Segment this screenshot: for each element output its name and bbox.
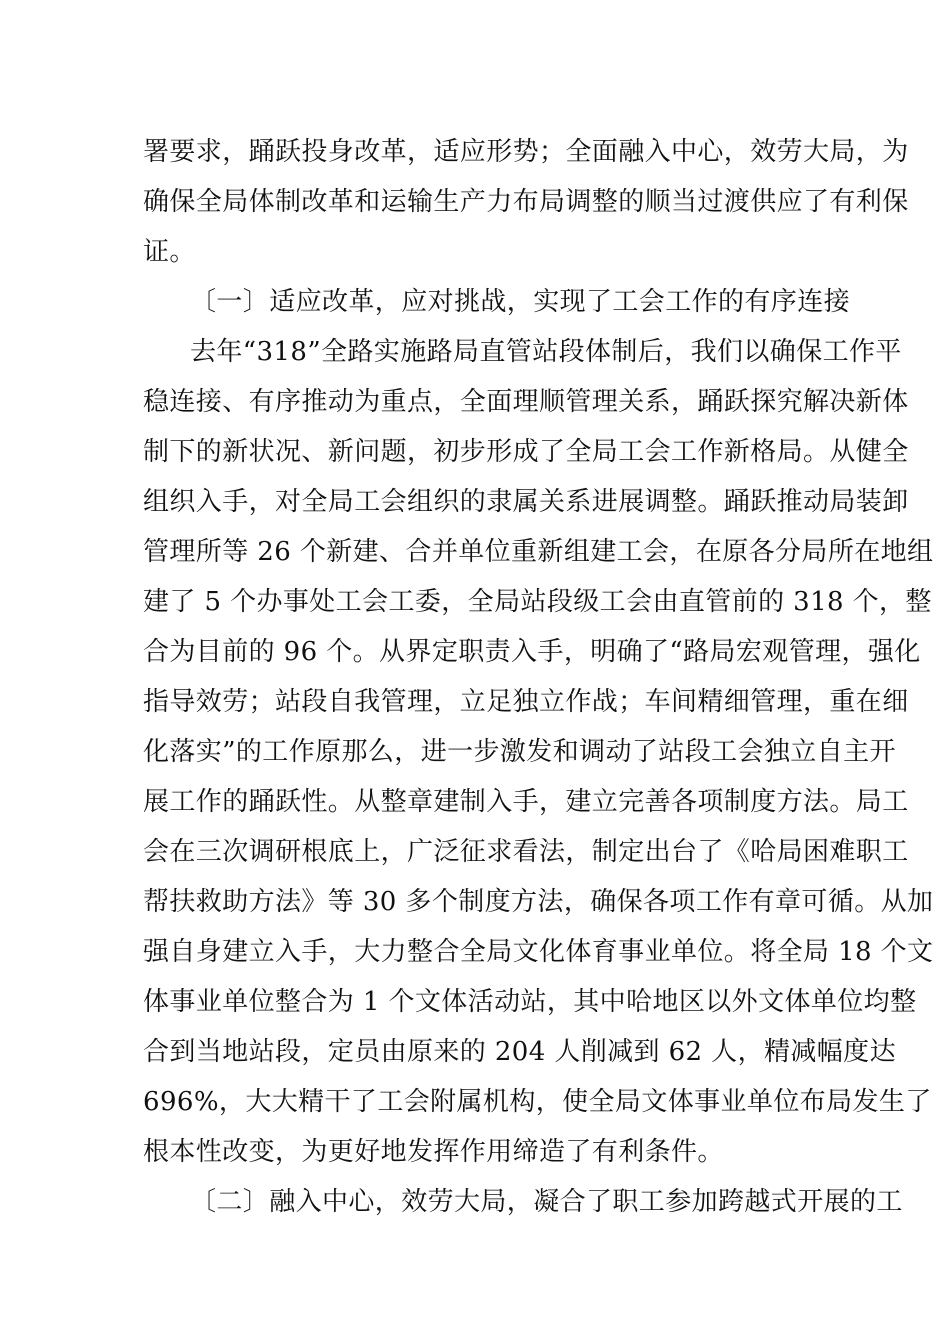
body-text-line: 合到当地站段，定员由原来的 204 人削减到 62 人，精减幅度达 <box>143 1037 896 1067</box>
body-text-line: 管理所等 26 个新建、合并单位重新组建工会，在原各分局所在地组 <box>143 537 934 567</box>
section-heading-1: 〔一〕适应改革，应对挑战，实现了工会工作的有序连接 <box>190 287 851 317</box>
body-text-line: 制下的新状况、新问题，初步形成了全局工会工作新格局。从健全 <box>143 437 909 467</box>
body-text-line: 会在三次调研根底上，广泛征求看法，制定出台了《哈局困难职工 <box>143 837 909 867</box>
body-text-line: 合为目前的 96 个。从界定职责入手，明确了“路局宏观管理，强化 <box>143 637 921 667</box>
body-text-line: 展工作的踊跃性。从整章建制入手，建立完善各项制度方法。局工 <box>143 787 909 817</box>
body-text-line: 696%，大大精干了工会附属机构，使全局文体事业单位布局发生了 <box>143 1087 932 1117</box>
body-text-line: 证。 <box>143 237 196 267</box>
body-text-line: 帮扶救助方法》等 30 多个制度方法，确保各项工作有章可循。从加 <box>143 887 934 917</box>
paragraph-first-line: 去年“318”全路实施路局直管站段体制后，我们以确保工作平 <box>190 337 902 367</box>
section-heading-2: 〔二〕融入中心，效劳大局，凝合了职工参加跨越式开展的工 <box>190 1187 903 1217</box>
body-text-line: 强自身建立入手，大力整合全局文化体育事业单位。将全局 18 个文 <box>143 937 934 967</box>
body-text-line: 确保全局体制改革和运输生产力布局调整的顺当过渡供应了有利保 <box>143 187 909 217</box>
body-text-line: 化落实”的工作原那么，进一步激发和调动了站段工会独立自主开 <box>143 737 896 767</box>
body-text-line: 根本性改变，为更好地发挥作用缔造了有利条件。 <box>143 1137 724 1167</box>
body-text-line: 建了 5 个办事处工会工委，全局站段级工会由直管前的 318 个，整 <box>143 587 932 617</box>
body-text-line: 署要求，踊跃投身改革，适应形势；全面融入中心，效劳大局，为 <box>143 137 909 167</box>
body-text-line: 指导效劳；站段自我管理，立足独立作战；车间精细管理，重在细 <box>143 687 909 717</box>
body-text-line: 稳连接、有序推动为重点，全面理顺管理关系，踊跃探究解决新体 <box>143 387 909 417</box>
body-text-line: 组织入手，对全局工会组织的隶属关系进展调整。踊跃推动局装卸 <box>143 487 909 517</box>
body-text-line: 体事业单位整合为 1 个文体活动站，其中哈地区以外文体单位均整 <box>143 987 917 1017</box>
